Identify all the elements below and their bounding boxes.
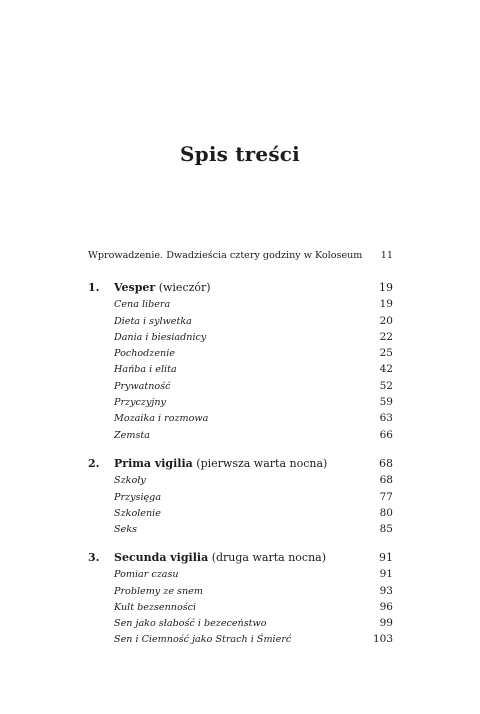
subentry-label: Przyczyjny xyxy=(114,397,166,409)
chapter-number: 2. xyxy=(88,457,100,470)
chapter-title-main: Secunda vigilia xyxy=(114,551,209,564)
toc-subentry[interactable] xyxy=(88,427,393,443)
subentry-page: 99 xyxy=(379,617,393,630)
subentry-page: 20 xyxy=(379,314,393,327)
toc-subentry[interactable] xyxy=(88,599,393,615)
toc-intro-label: Wprowadzenie. Dwadzieścia cztery godziny w Koloseum xyxy=(88,250,363,261)
toc-subentry[interactable] xyxy=(88,296,393,312)
subentry-page: 77 xyxy=(379,490,393,503)
subentry-label: Szkolenie xyxy=(114,507,161,519)
subentry-label: Problemy ze snem xyxy=(114,585,203,597)
chapter-title-paren: (druga warta nocna) xyxy=(211,551,326,564)
chapter-title-paren: (wieczór) xyxy=(158,281,211,294)
toc-subentry[interactable] xyxy=(88,378,393,394)
subentry-page: 19 xyxy=(379,298,393,311)
chapter-number: 1. xyxy=(88,281,100,294)
toc-subentry[interactable] xyxy=(88,472,393,488)
toc-subentry[interactable] xyxy=(88,329,393,345)
subentry-label: Pomiar czasu xyxy=(114,569,179,581)
subentry-page: 66 xyxy=(379,428,393,441)
subentry-page: 85 xyxy=(379,523,393,536)
subentry-label: Mozaika i rozmowa xyxy=(114,413,209,425)
toc-intro-entry[interactable] xyxy=(88,250,393,261)
subentry-label: Kult bezsenności xyxy=(114,601,197,613)
subentry-page: 93 xyxy=(379,584,393,597)
chapter-title xyxy=(88,456,327,472)
chapter-number: 3. xyxy=(88,551,100,564)
toc-subentry[interactable] xyxy=(88,631,393,647)
toc-section-3 xyxy=(88,550,393,648)
subentry-page: 22 xyxy=(379,330,393,343)
subentry-label: Zemsta xyxy=(114,429,150,441)
subentry-label: Szkoły xyxy=(114,475,146,487)
subentry-page: 59 xyxy=(379,396,393,409)
toc-section-2 xyxy=(88,456,393,537)
subentry-page: 103 xyxy=(372,633,393,646)
chapter-title-main: Prima vigilia xyxy=(114,457,193,470)
subentry-label: Przysięga xyxy=(114,491,162,503)
toc-section-1 xyxy=(88,280,393,443)
chapter-title-main: Vesper xyxy=(114,281,156,294)
toc-subentry[interactable] xyxy=(88,505,393,521)
toc-subentry[interactable] xyxy=(88,566,393,582)
subentry-label: Prywatność xyxy=(114,380,171,392)
toc-chapter-entry[interactable] xyxy=(88,280,393,296)
page-title: Spis treści xyxy=(180,142,300,166)
subentry-page: 63 xyxy=(379,412,393,425)
chapter-page: 68 xyxy=(379,457,393,470)
subentry-label: Sen i Ciemność jako Strach i Śmierć xyxy=(114,634,292,646)
toc-subentry[interactable] xyxy=(88,615,393,631)
subentry-page: 80 xyxy=(379,506,393,519)
toc-chapter-entry[interactable] xyxy=(88,456,393,472)
subentry-label: Cena libera xyxy=(114,299,171,311)
toc-subentry[interactable] xyxy=(88,410,393,426)
chapter-title-paren: (pierwsza warta nocna) xyxy=(196,457,328,470)
subentry-label: Seks xyxy=(114,524,137,536)
chapter-title xyxy=(88,280,211,296)
toc-chapter-entry[interactable] xyxy=(88,550,393,566)
toc-subentry[interactable] xyxy=(88,313,393,329)
subentry-label: Dieta i sylwetka xyxy=(114,315,192,327)
subentry-label: Sen jako słabość i bezeceństwo xyxy=(114,618,267,630)
subentry-label: Hańba i elita xyxy=(114,364,177,376)
subentry-page: 42 xyxy=(379,363,393,376)
toc-subentry[interactable] xyxy=(88,489,393,505)
toc-intro-page: 11 xyxy=(380,250,393,261)
chapter-page: 19 xyxy=(379,281,393,294)
toc-subentry[interactable] xyxy=(88,361,393,377)
toc-subentry[interactable] xyxy=(88,583,393,599)
subentry-page: 52 xyxy=(379,379,393,392)
subentry-page: 91 xyxy=(379,568,393,581)
subentry-label: Pochodzenie xyxy=(114,348,175,360)
toc-subentry[interactable] xyxy=(88,345,393,361)
toc-subentry[interactable] xyxy=(88,394,393,410)
subentry-page: 25 xyxy=(379,347,393,360)
chapter-page: 91 xyxy=(379,551,393,564)
toc-subentry[interactable] xyxy=(88,521,393,537)
subentry-page: 68 xyxy=(379,474,393,487)
subentry-label: Dania i biesiadnicy xyxy=(114,331,207,343)
chapter-title xyxy=(88,550,326,566)
subentry-page: 96 xyxy=(379,600,393,613)
